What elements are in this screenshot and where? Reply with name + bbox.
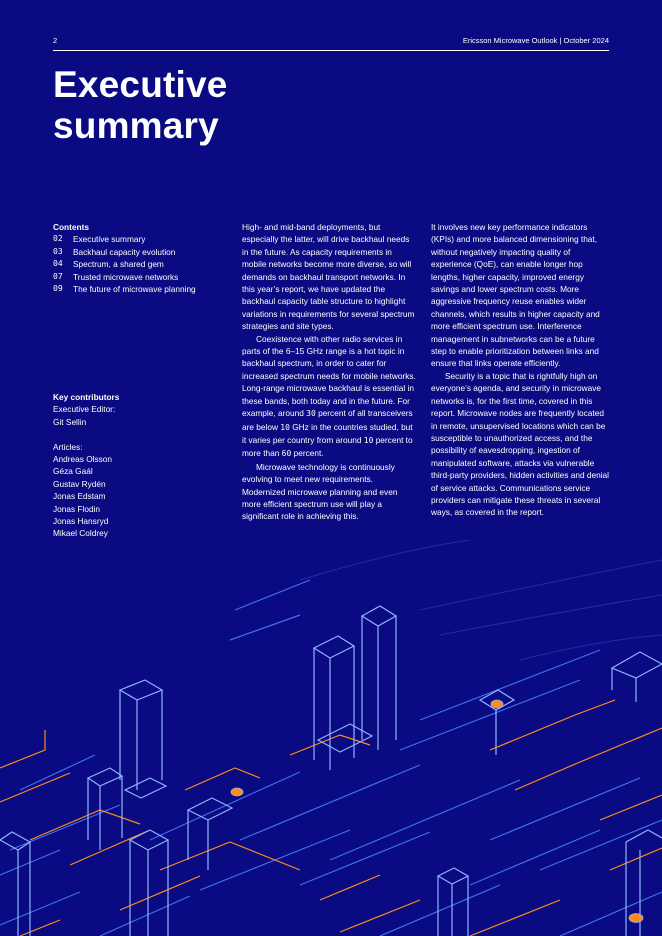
toc-label: Trusted microwave networks — [73, 271, 179, 282]
contributor-name: Jonas Edstam — [53, 491, 106, 502]
left-column — [53, 221, 228, 539]
contents-section — [53, 221, 228, 295]
contributor-name: Andreas Olsson — [53, 454, 113, 465]
toc-page-number: 03 — [53, 246, 63, 256]
toc-item[interactable] — [53, 283, 228, 295]
toc-page-number: 02 — [53, 234, 63, 244]
toc-page-number: 09 — [53, 284, 63, 294]
body-paragraph: Microwave technology is continuously evolving to meet new requirements. Modernized microwave planning and even more efficient spectrum use will play a significant role in achieving this. — [242, 461, 398, 522]
page-number: 2 — [53, 36, 58, 45]
contributor-name: Gustav Rydén — [53, 478, 106, 489]
toc-label: The future of microwave planning — [73, 284, 196, 295]
toc-page-number: 04 — [53, 259, 63, 269]
toc-label: Backhaul capacity evolution — [73, 246, 176, 257]
title-line-1: Executive — [53, 64, 228, 105]
contributors-label: Key contributors — [53, 392, 120, 402]
toc-page-number: 07 — [53, 271, 63, 281]
toc-item[interactable] — [53, 271, 228, 283]
body-paragraph: Coexistence with other radio services in parts of the 6–15 GHz range is a hot topic in backhaul spectrum, in order to cater for increased spectrum needs for mobile networks. Long-range microwave backhaul is essential in these bands, both today and in the future. For example, around 30 percent of all transceivers are below 10 GHz in the countries studied, but it varies per country from around 10 percent to more than 60 percent. — [242, 333, 416, 459]
publication-title: Ericsson Microwave Outlook | October 2024 — [462, 36, 609, 45]
body-paragraph: High- and mid-band deployments, but especially the latter, will drive backhaul needs in the future. As capacity requirements in mobile networks become more diverse, so will demands on backhaul transport networks. In this year’s report, we have updated the backhaul capacity table structure to highlight variations in requirements for several spectrum strategies and site types. — [242, 222, 415, 332]
toc-item[interactable] — [53, 233, 228, 245]
toc-item[interactable] — [53, 246, 228, 258]
title-line-2: summary — [53, 105, 219, 146]
contributor-name: Mikael Coldrey — [53, 528, 108, 539]
city-network-illustration — [0, 540, 662, 936]
page-header — [53, 36, 609, 51]
editor-name: Git Sellin — [53, 416, 87, 427]
articles-label: Articles: — [53, 441, 83, 452]
page-title — [53, 64, 228, 146]
toc-item[interactable] — [53, 258, 228, 270]
toc-label: Spectrum, a shared gem — [73, 259, 164, 270]
middle-column — [242, 221, 417, 523]
right-column — [431, 221, 611, 519]
contents-label: Contents — [53, 222, 89, 232]
contributor-name: Jonas Hansryd — [53, 516, 109, 527]
contributor-name: Jonas Flodin — [53, 503, 101, 514]
contributors-section — [53, 391, 228, 540]
editor-role: Executive Editor: — [53, 404, 116, 415]
body-paragraph: Security is a topic that is rightfully high on everyone’s agenda, and security in microwave networks is, for the first time, covered in this report. Microwave nodes are frequently located in remote, unsupervised locations which can be susceptible to unauthorized access, and the possibility of eavesdropping, ingestion of manipulated software, attacks via vulnerable third-party providers, hidden activities and denial of service attacks. Communications service providers can mitigate these threats in several ways, as covered in the report. — [431, 370, 610, 518]
toc-label: Executive summary — [73, 234, 146, 245]
body-paragraph: It involves new key performance indicators (KPIs) and more balanced dimensioning that, without negatively impacting quality of experience (QoE), can enable longer hop lengths, higher capacity, improved energy savings and lower spectrum costs. More aggressive frequency reuse enables wider channels, which results in higher capacity and more efficient spectrum use. Interference management in subnetworks can be a future step to enable prioritization between links and ensure that links operate efficiently. — [431, 222, 600, 369]
contributor-name: Géza Gaál — [53, 466, 93, 477]
